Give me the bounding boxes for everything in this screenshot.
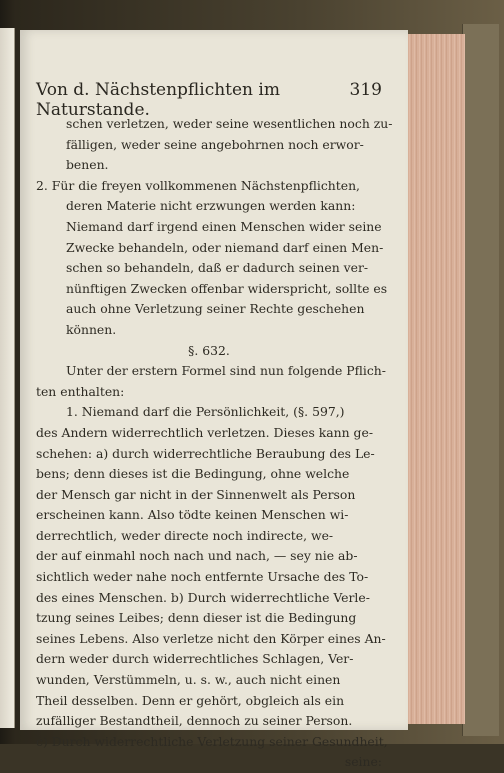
text-line: schehen: a) durch widerrechtliche Beraubung des Le- bbox=[36, 445, 375, 461]
text-line: können. bbox=[66, 321, 117, 337]
text-line: c) Durch widerrechtliche Verletzung seiner Gesundheit, bbox=[36, 733, 388, 749]
text-line: ten enthalten: bbox=[36, 383, 125, 399]
text-line: der Mensch gar nicht in der Sinnenwelt als Person bbox=[36, 486, 356, 502]
text-line: zufälliger Bestandtheil, dennoch zu seiner Person. bbox=[36, 713, 353, 729]
text-line: der auf einmahl noch nach und nach, — sey nie ab- bbox=[36, 548, 358, 564]
text-line: fälligen, weder seine angebohrnen noch erwor- bbox=[66, 136, 364, 152]
page-edges bbox=[402, 34, 465, 724]
text-line: 2. Für die freyen vollkommenen Nächstenpflichten, bbox=[36, 177, 360, 193]
text-line: Niemand darf irgend einen Menschen wider seine bbox=[66, 218, 382, 234]
text-line: nünftigen Zwecken offenbar widerspricht, sollte es bbox=[66, 280, 388, 296]
text-line: seines Lebens. Also verletze nicht den Körper eines An- bbox=[36, 630, 386, 646]
text-line: wunden, Verstümmeln, u. s. w., auch nicht einen bbox=[36, 672, 341, 688]
text-line: 1. Niemand darf die Persönlichkeit, (§. 597,) bbox=[66, 404, 345, 420]
text-line: schen so behandeln, daß er dadurch seinen ver- bbox=[66, 260, 369, 276]
text-line: deren Materie nicht erzwungen werden kann: bbox=[66, 198, 356, 214]
text-line: benen. bbox=[66, 157, 109, 173]
text-line: §. 632. bbox=[188, 342, 230, 358]
text-line: derrechtlich, weder directe noch indirecte, we- bbox=[36, 527, 334, 543]
text-line: sichtlich weder nahe noch entfernte Ursache des To- bbox=[36, 569, 369, 585]
text-line: bens; denn dieses ist die Bedingung, ohne welche bbox=[36, 466, 350, 482]
text-line: Zwecke behandeln, oder niemand darf einen Men- bbox=[66, 239, 384, 255]
page-body-text bbox=[36, 114, 393, 773]
text-line: schen verletzen, weder seine wesentlichen noch zu- bbox=[66, 116, 393, 131]
text-line: dern weder durch widerrechtliches Schlagen, Ver- bbox=[36, 651, 354, 667]
text-line: Unter der erstern Formel sind nun folgende Pflich- bbox=[66, 363, 386, 379]
text-line: auch ohne Verletzung seiner Rechte geschehen bbox=[66, 301, 365, 317]
running-header bbox=[36, 80, 382, 120]
back-board bbox=[462, 24, 499, 736]
text-line: Theil desselben. Denn er gehört, obgleich als ein bbox=[36, 692, 345, 708]
text-line: seine: bbox=[344, 754, 382, 770]
page-number: 319 bbox=[349, 80, 382, 100]
header-title: Von d. Nächstenpflichten im Naturstande. bbox=[36, 80, 280, 120]
text-line: des eines Menschen. b) Durch widerrechtliche Verle- bbox=[36, 589, 370, 605]
text-line: des Andern widerrechtlich verletzen. Dieses kann ge- bbox=[36, 424, 374, 440]
text-line: erscheinen kann. Also tödte keinen Menschen wi- bbox=[36, 507, 349, 523]
text-line: tzung seines Leibes; denn dieser ist die Bedingung bbox=[36, 610, 357, 626]
left-page-edge bbox=[0, 28, 15, 728]
